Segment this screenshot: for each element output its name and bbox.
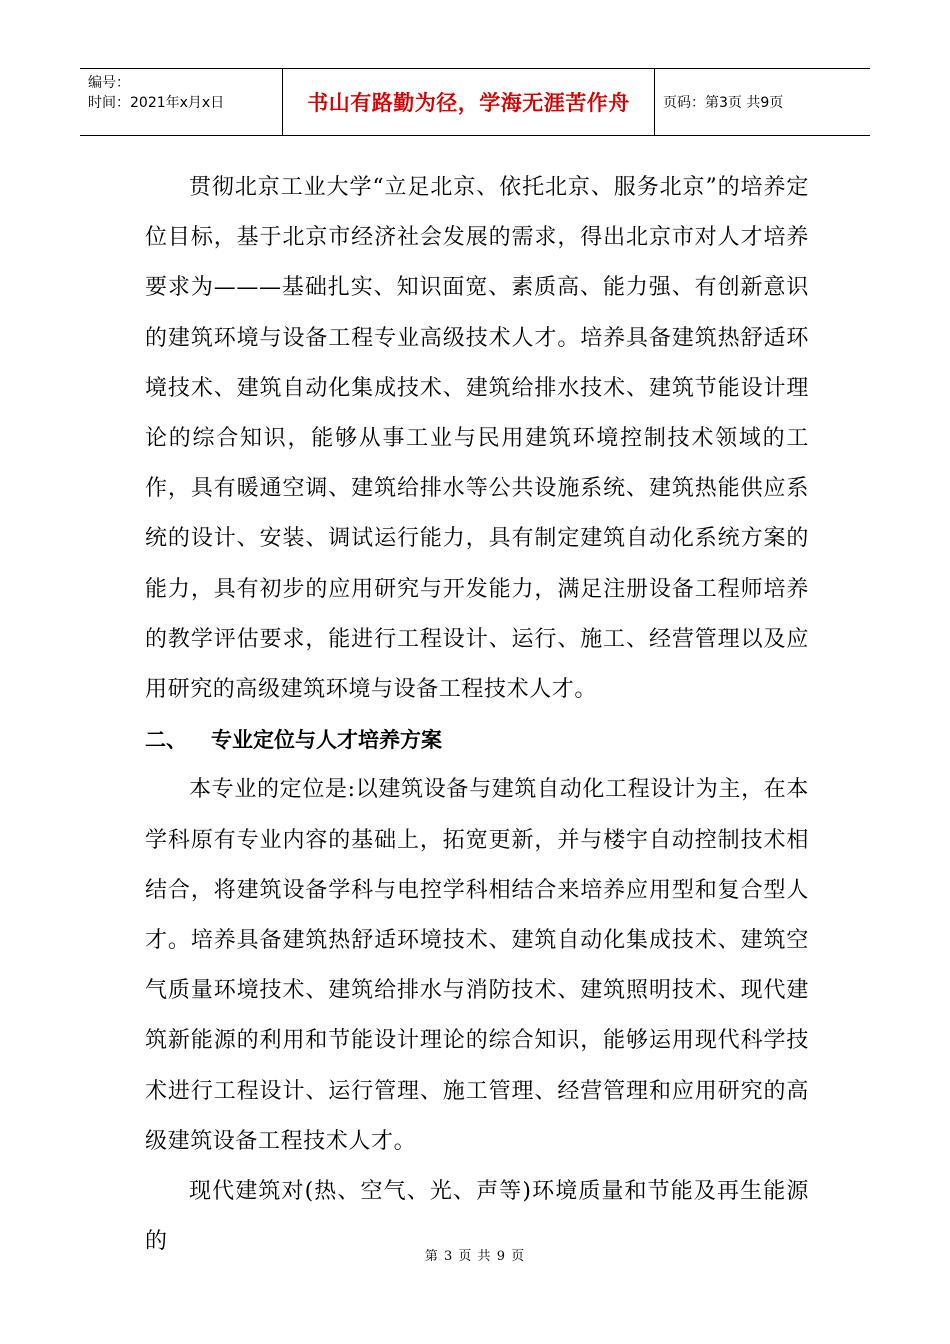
document-time-label: 时间：2021年x月x日 — [88, 95, 225, 111]
paragraph-modern-building: 现代建筑对(热、空气、光、声等)环境质量和节能及再生能源的 — [145, 1179, 809, 1255]
document-body — [145, 163, 809, 1267]
paragraph-positioning: 本专业的定位是:以建筑设备与建筑自动化工程设计为主，在本学科原有专业内容的基础上，拓宽更新，并与楼宇自动控制技术相结合，将建筑设备学科与电控学科相结合来培养应用型和复合型人才。培养具备建筑热舒适环境技术、建筑自动化集成技术、建筑空气质量环境技术、建筑给排水与消防技术、建筑照明技术、现代建筑新能源的利用和节能设计理论的综合知识，能够运用现代科学技术进行工程设计、运行管理、施工管理、经营管理和应用研究的高级建筑设备工程技术人才。 — [145, 777, 809, 1154]
page-footer: 第 3 页 共 9 页 — [424, 1249, 526, 1264]
document-number-label: 编号： — [88, 75, 130, 91]
section-heading-text: 专业定位与人才培养方案 — [211, 728, 442, 753]
section-heading-number: 二、 — [145, 728, 187, 753]
section-heading — [145, 715, 809, 765]
header-page-code: 页码：第3页 共9页 — [663, 95, 784, 111]
header-meta — [80, 69, 283, 135]
paragraph-training-goal: 贯彻北京工业大学“立足北京、依托北京、服务北京”的培养定位目标，基于北京市经济社会发展的需求，得出北京市对人才培养要求为———基础扎实、知识面宽、素质高、能力强、有创新意识的建筑环境与设备工程专业高级技术人才。培养具备建筑热舒适环境技术、建筑自动化集成技术、建筑给排水技术、建筑节能设计理论的综合知识，能够从事工业与民用建筑环境控制技术领域的工作，具有暖通空调、建筑给排水等公共设施系统、建筑热能供应系统的设计、安装、调试运行能力，具有制定建筑自动化系统方案的能力，具有初步的应用研究与开发能力，满足注册设备工程师培养的教学评估要求，能进行工程设计、运行、施工、经营管理以及应用研究的高级建筑环境与设备工程技术人才。 — [145, 175, 809, 703]
header-motto: 书山有路勤为径，学海无涯苦作舟 — [283, 69, 655, 135]
page-header — [80, 68, 870, 136]
